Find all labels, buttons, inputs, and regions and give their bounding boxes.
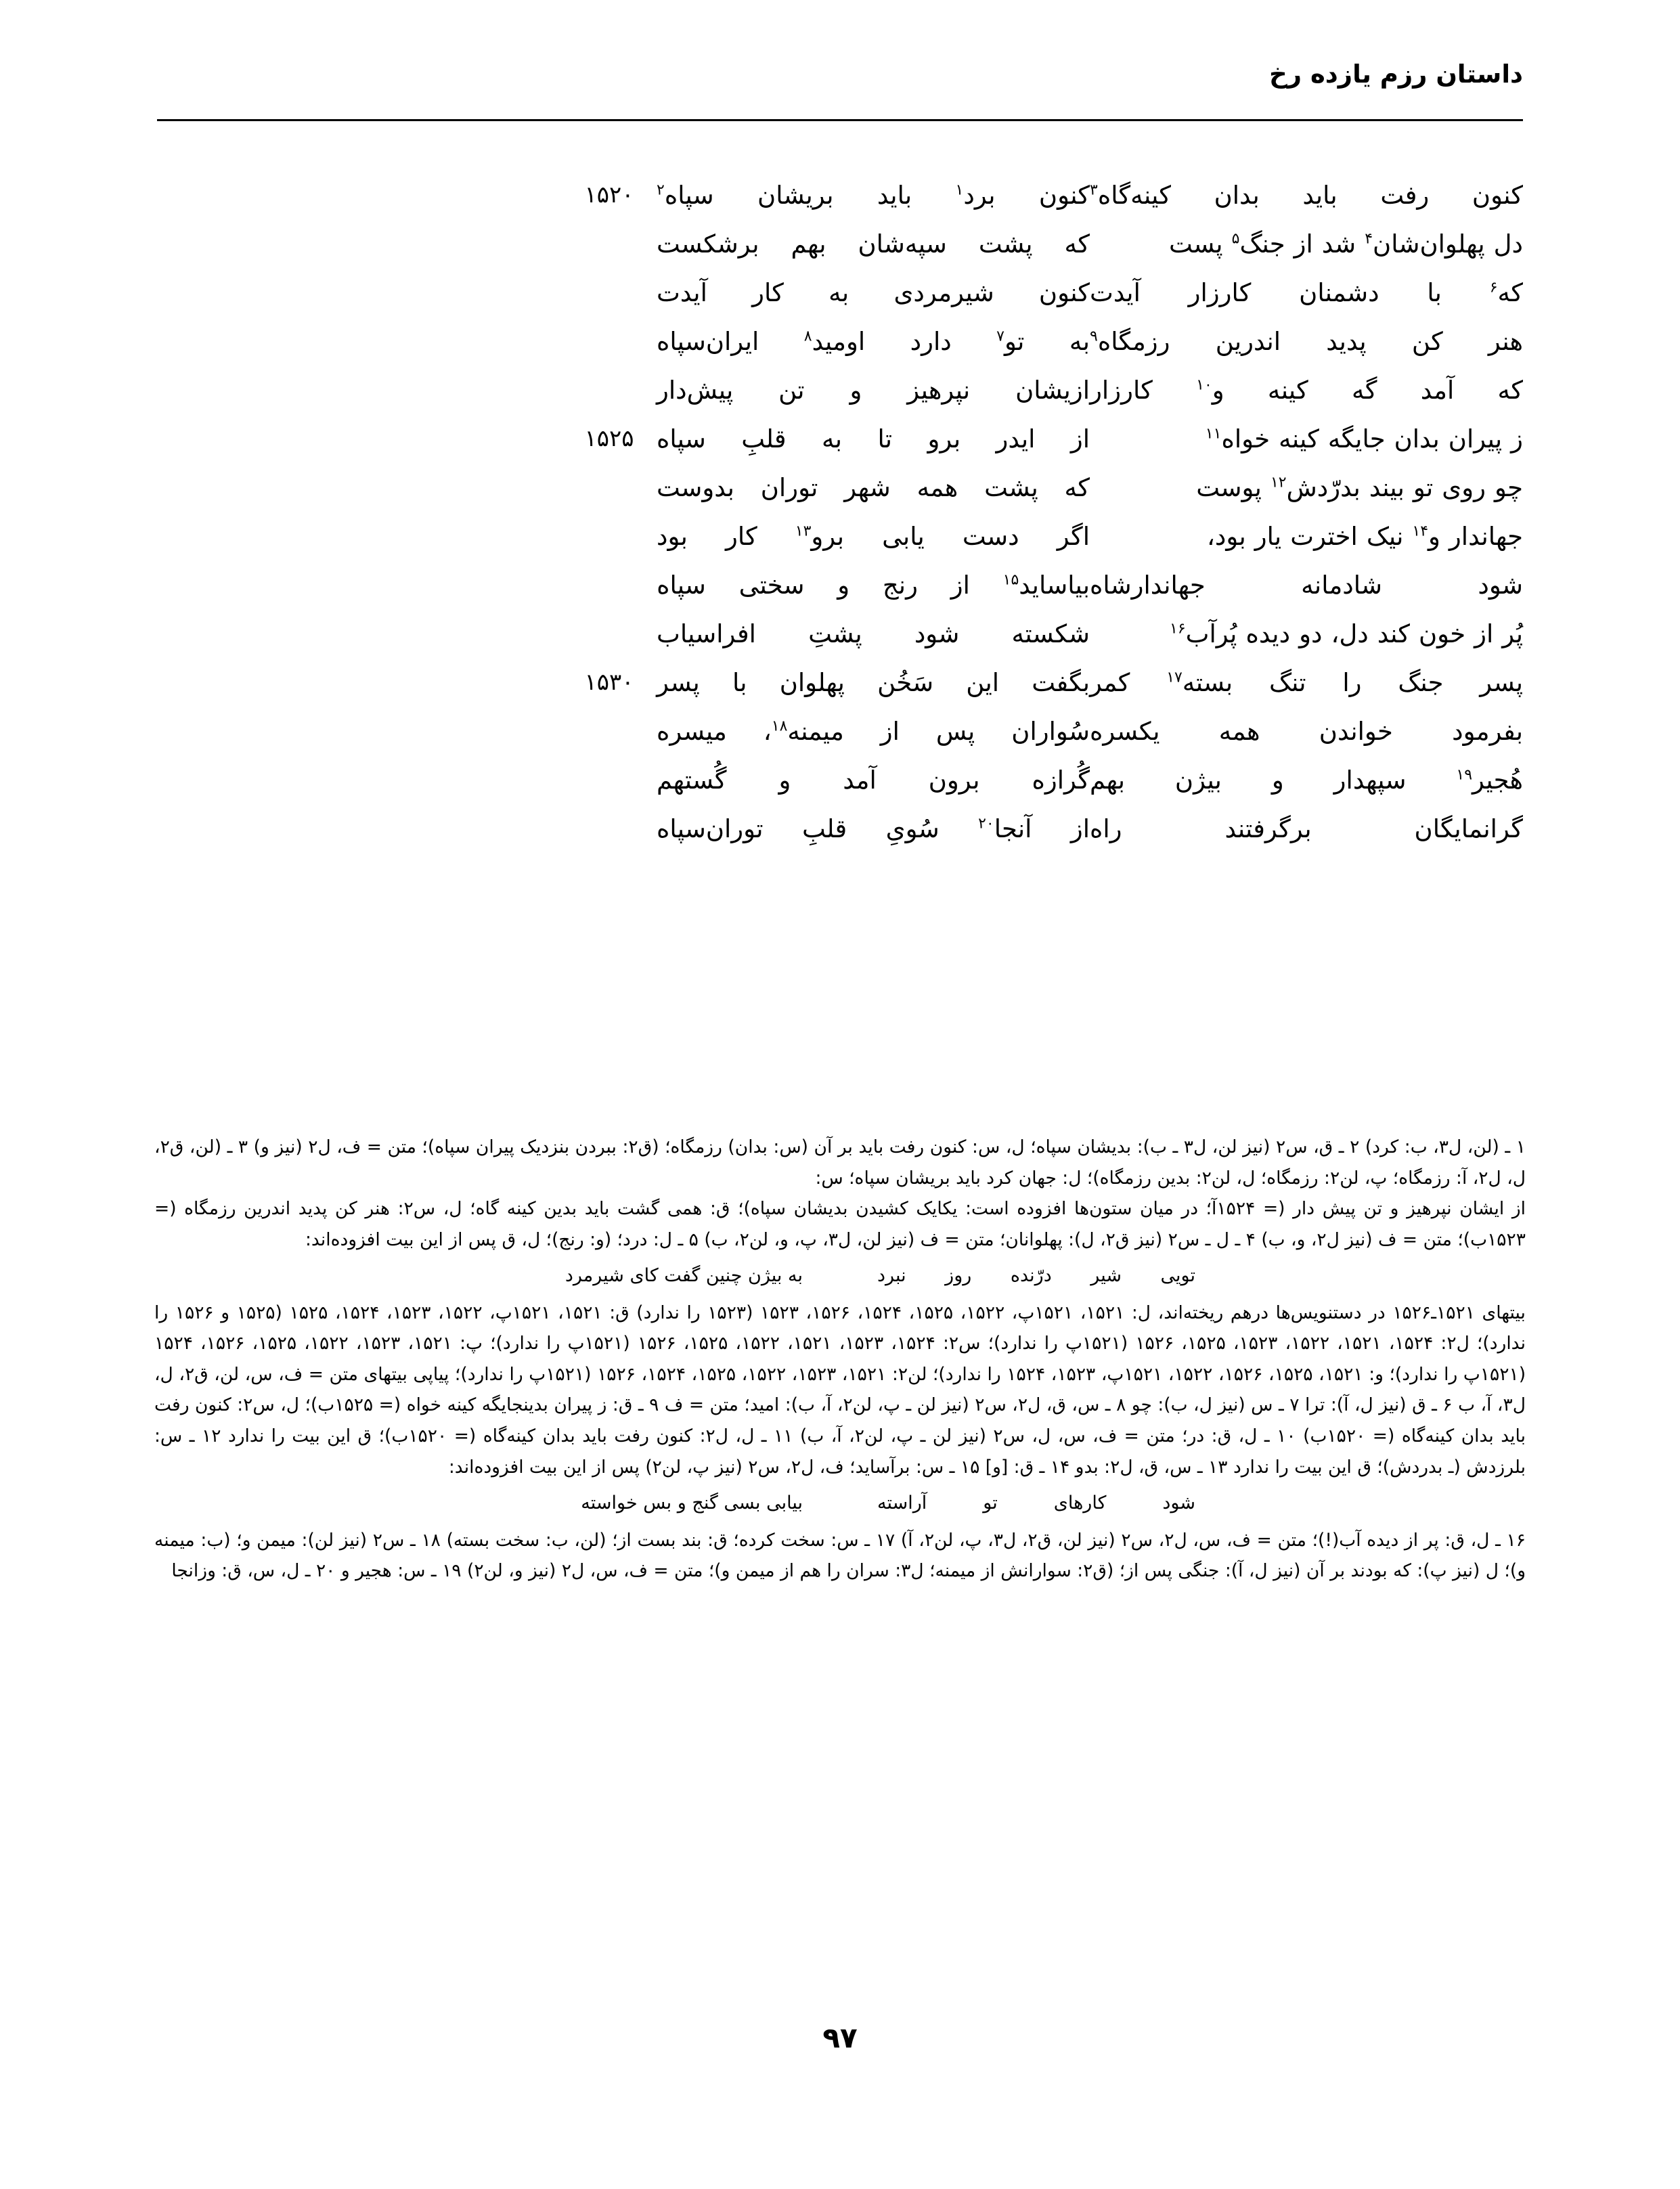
hemistich-a: شکسته شود پشتِ افراسیاب — [657, 619, 1090, 648]
verse-line — [157, 421, 1523, 470]
footnote-marker: ۱ — [955, 181, 964, 199]
verse-line — [157, 616, 1523, 665]
verse-line — [157, 762, 1523, 811]
apparatus-note-block: ۱۶ ـ ل، ق: پر از دیده آب(!)؛ متن = ف، س، ل۲، س۲ (نیز لن، ق۲، ل۳، پ، لن۲، آ) ۱۷ ـ س: سخت کرده؛ ق: بند بست از؛ (لن، ب: سخت بسته) ۱۸ ـ س۲ (نیز لن): میمن و؛ (ب: میمنه و)؛ ل (نیز پ): که بودند بر آن (نیز ل، آ): جنگی پس از؛ (ق۲: سوارانش از میمنه؛ ل۳: سران را هم از میمن و)؛ متن = ف، س، ل۲ (نیز و، لن۲) ۱۹ ـ س: هجیر و ۲۰ ـ ل، س، ق: وزانجا — [154, 1529, 1526, 1582]
verse-number: ۱۵۲۰ — [584, 181, 634, 208]
verse-number — [562, 518, 657, 523]
hemistich-a: بگفت این سَخُن پهلوان با پسر — [657, 668, 1090, 697]
footnote-marker: ۴ — [1365, 230, 1373, 248]
verse-line — [157, 226, 1523, 275]
footnote-marker: ۳ — [1090, 181, 1098, 199]
hemistich-a: کنون شیرمردی به کار آیدت — [657, 278, 1090, 307]
footnote-marker: ۱۹ — [1456, 766, 1473, 784]
footnote-marker: ۱۲ — [1270, 474, 1287, 491]
inserted-hemistich-a: بیابی بسی گنج و بس خواسته — [581, 1492, 803, 1514]
verse-number — [562, 372, 657, 376]
hemistich-b: ز پیران بدان جایگه کینه خواه$^{۱۱}$ — [1205, 424, 1523, 454]
hemistich-b: دل پهلوان‌شان$^۴$ شد از جنگ$^۵$ پست — [1168, 229, 1523, 259]
hemistich-a: ازیشان نپرهیز و تن پیش‌دار — [657, 376, 1090, 405]
inserted-hemistich-b: تویی شیر درّنده روز نبرد — [877, 1265, 1195, 1287]
verse-line — [157, 324, 1523, 372]
verse-line — [157, 275, 1523, 324]
footnote-marker: ۱۷ — [1166, 669, 1182, 686]
hemistich-b: چو روی تو بیند بدرّدش$^{۱۲}$ پوست — [1196, 473, 1523, 502]
apparatus-note-block: از ایشان نپرهیز و تن پیش دار (= ۱۵۲۴آ؛ در میان ستون‌ها افزوده است: یکایک کشیدن بدیشان سپاه)؛ ق: همی گشت باید بدین کینه گاه؛ ل، س۲: هنر کن پدید اندرین رزمگاه (= ۱۵۲۳ب)؛ متن = ف (نیز ل۲، و، ب) ۴ ـ ل ـ س۲ (نیز ق۲، ل): پهلوانان؛ متن = ف (نیز لن، ل۳، پ، و، لن۲، ب) ۵ ـ ل: درد؛ (و: رنج)؛ ل، ق پس از این بیت افزوده‌اند: — [154, 1198, 1526, 1250]
hemistich-a: که پشت سپه‌شان بهم برشکست — [657, 229, 1090, 259]
footnote-marker: ۱۳ — [795, 523, 812, 540]
verse-body — [157, 177, 1523, 976]
footnote-marker: ۱۴ — [1412, 523, 1429, 540]
footnote-marker: ۶ — [1489, 279, 1498, 296]
apparatus-divider-rule — [968, 1091, 1523, 1092]
critical-apparatus — [154, 1132, 1526, 1587]
hemistich-b: پُر از خون کند دل، دو دیده پُرآب$^{۱۶}$ — [1170, 619, 1523, 648]
hemistich-b: کنون رفت باید بدان کینه‌گاه$^۳$ — [1090, 181, 1523, 210]
footnote-marker: ۱۶ — [1170, 620, 1186, 638]
footnote-marker: ۱۵ — [1002, 571, 1019, 589]
apparatus-note-block: بیتهای ۱۵۲۱ـ۱۵۲۶ در دستنویس‌ها درهم ریخته‌اند، ل: ۱۵۲۱، ۱۵۲۱پ، ۱۵۲۲، ۱۵۲۵، ۱۵۲۴، ۱۵۲۶، ۱۵۲۳ (۱۵۲۳ را ندارد) ق: ۱۵۲۱، ۱۵۲۱پ، ۱۵۲۲، ۱۵۲۳، ۱۵۲۴، ۱۵۲۵ (۱۵۲۵ و ۱۵۲۶ را ندارد)؛ ل۲: ۱۵۲۴، ۱۵۲۱، ۱۵۲۲، ۱۵۲۳، ۱۵۲۵، ۱۵۲۶ (۱۵۲۱پ را ندارد)؛ س۲: ۱۵۲۴، ۱۵۲۳، ۱۵۲۱، ۱۵۲۲، ۱۵۲۵، ۱۵۲۶ (۱۵۲۱پ را ندارد)؛ پ: ۱۵۲۱، ۱۵۲۳، ۱۵۲۲، ۱۵۲۵، ۱۵۲۶، ۱۵۲۴ (۱۵۲۱پ را ندارد)؛ و: ۱۵۲۱، ۱۵۲۵، ۱۵۲۶، ۱۵۲۲، ۱۵۲۱پ، ۱۵۲۳، ۱۵۲۴ را ندارد)؛ لن۲: ۱۵۲۱، ۱۵۲۳، ۱۵۲۲، ۱۵۲۵، ۱۵۲۴، ۱۵۲۶ (۱۵۲۱پ را ندارد)؛ پیاپی بیتهای متن = ف، س، لن، ق۲، ل، ل۳، آ، ب ۶ ـ ق (نیز ل، آ): ترا ۷ ـ س (نیز ل، ب): چو ۸ ـ س، ق، ل۲، س۲ (نیز لن ـ پ، لن۲، آ، ب): امید؛ متن = ف ۹ ـ ق: ز پیران بدینجایگه کینه خواه (= ۱۵۲۵ب)؛ ل، س۲: کنون رفت باید بدان کینه‌گاه (= ۱۵۲۰ب) ۱۰ ـ ل، ق: در؛ متن = ف، س، ل، س۲ (نیز لن ـ پ، لن۲، آ، ب) ۱۱ ـ ل، ل۲: کنون رفت باید بدان کینه‌گاه (= ۱۵۲۰ب)؛ ق این بیت را ندارد ۱۲ ـ س: بلرزدش (ـ بدردش)؛ ق این بیت را ندارد ۱۳ ـ س، ق، ل۲: بدو ۱۴ ـ ق: [و] ۱۵ ـ س: برآساید؛ ف، ل۲، س۲ (نیز پ، لن۲) پس از این بیت افزوده‌اند: — [154, 1302, 1526, 1478]
hemistich-b: گرانمایگان برگرفتند راه — [1090, 814, 1523, 843]
verse-line — [157, 811, 1523, 860]
inserted-verse-couplet — [154, 1488, 1526, 1519]
verse-line — [157, 518, 1523, 567]
hemistich-b: شود شادمانه جهاندارشاه — [1090, 571, 1523, 600]
verse-line — [157, 713, 1523, 762]
verse-number — [562, 713, 657, 717]
header-divider-rule — [157, 119, 1523, 121]
folio-number: ۹۷ — [822, 2021, 858, 2054]
footnote-marker: ۱۰ — [1196, 376, 1212, 394]
hemistich-a: اگر دست یابی برو$^{۱۳}$ کار بود — [657, 522, 1090, 551]
verse-number — [562, 226, 657, 230]
verse-number — [562, 567, 657, 571]
verse-line — [157, 665, 1523, 713]
verse-number — [562, 762, 657, 766]
verse-line — [157, 372, 1523, 421]
footnote-marker: ۱۱ — [1205, 425, 1222, 443]
verse-number — [562, 275, 657, 279]
footnote-marker: ۲ — [657, 181, 665, 199]
hemistich-a: بیاساید$^{۱۵}$ از رنج و سختی سپاه — [657, 571, 1090, 600]
hemistich-b: هُجیر$^{۱۹}$ سپهدار و بیژن بهم — [1090, 766, 1523, 795]
hemistich-a: گُرازه برون آمد و گُستهم — [657, 766, 1090, 795]
footnote-marker: ۹ — [1090, 328, 1098, 345]
verse-number: ۱۵۲۵ — [584, 425, 634, 452]
hemistich-a: که پشت همه شهر توران بدوست — [657, 473, 1090, 502]
hemistich-b: جهاندار و$^{۱۴}$ نیک اخترت یار بود، — [1206, 522, 1523, 551]
hemistich-a: سُواران پس از میمنه$^{۱۸}$، میسره — [657, 717, 1090, 746]
hemistich-a: به تو$^۷$ دارد اومید$^۸$ ایران‌سپاه — [657, 327, 1090, 356]
hemistich-a: از آنجا$^{۲۰}$ سُویِ قلبِ توران‌سپاه — [657, 814, 1090, 843]
footnote-marker: ۷ — [996, 328, 1004, 345]
footnote-marker: ۱۸ — [771, 717, 788, 735]
hemistich-a: کنون برد$^۱$ باید بریشان سپاه$^۲$ — [657, 181, 1090, 210]
verse-number — [562, 811, 657, 815]
verse-line — [157, 177, 1523, 226]
running-head-container — [157, 60, 1523, 107]
running-head-title: داستان رزم یازده رخ — [1269, 60, 1523, 89]
hemistich-b: که$^۶$ با دشمنان کارزار آیدت — [1090, 278, 1523, 307]
footnote-marker: ۵ — [1231, 230, 1240, 248]
footnote-marker: ۲۰ — [978, 815, 994, 833]
apparatus-note-block: ۱ ـ (لن، ل۳، ب: کرد) ۲ ـ ق، س۲ (نیز لن، ل۳ ـ ب): بدیشان سپاه؛ ل، س: کنون رفت باید بر آن (س: بدان) رزمگاه؛ (ق۲: ببردن بنزدیک پیران سپاه)؛ متن = ف، ل۲ (نیز و) ۳ ـ (لن، ق۲، ل، ل۲، آ: رزمگاه؛ پ، لن۲: رزمگاه؛ ل، لن۲: بدین رزمگاه)؛ ل: جهان کرد باید بریشان سپاه؛ س: — [154, 1136, 1526, 1189]
hemistich-b: پسر جنگ را تنگ بسته$^{۱۷}$ کمر — [1090, 668, 1523, 697]
inserted-hemistich-a: به بیژن چنین گفت کای شیرمرد — [565, 1265, 803, 1287]
footnote-marker: ۸ — [803, 328, 812, 345]
hemistich-a: از ایدر برو تا به قلبِ سپاه — [657, 424, 1090, 454]
hemistich-b: که آمد گه کینه و$^{۱۰}$ کارزار — [1090, 376, 1523, 405]
verse-line — [157, 567, 1523, 616]
verse-number — [562, 616, 657, 620]
verse-number — [562, 470, 657, 474]
hemistich-b: هنر کن پدید اندرین رزمگاه$^۹$ — [1090, 327, 1523, 356]
hemistich-b: بفرمود خواندن همه یکسره — [1090, 717, 1523, 746]
inserted-hemistich-b: شود کارهای تو آراسته — [877, 1492, 1195, 1514]
verse-number — [562, 324, 657, 328]
inserted-verse-couplet — [154, 1260, 1526, 1291]
verse-line — [157, 470, 1523, 518]
verse-number: ۱۵۳۰ — [584, 669, 634, 696]
